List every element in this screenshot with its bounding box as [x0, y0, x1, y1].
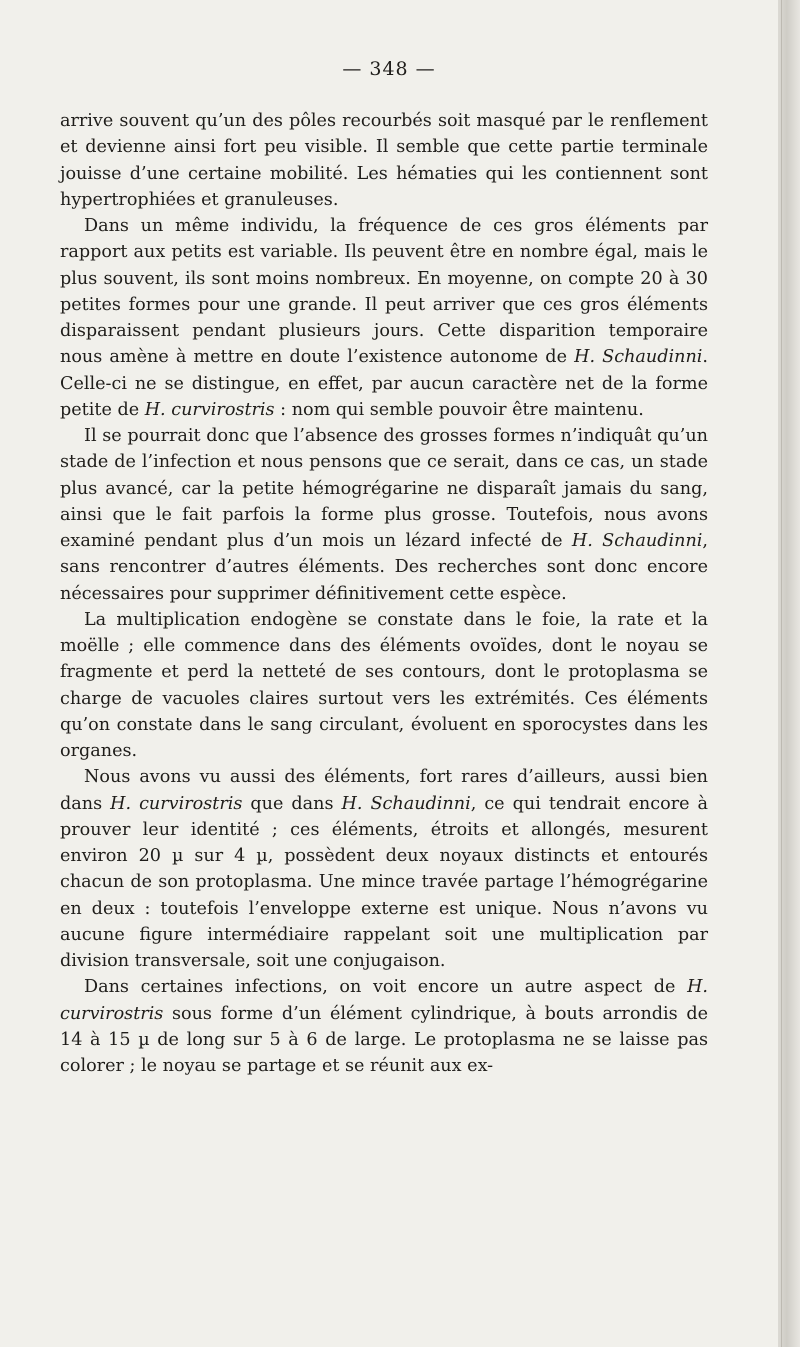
paragraph: arrive souvent qu’un des pôles recourbés soit masqué par le renflement et devienne ainsi fort peu visible. Il semble que cette partie terminale jouisse d’une certaine mobilité. Les hématies qui les contiennent sont hypertrophiées et granuleuses.: [60, 111, 708, 210]
paragraph: Nous avons vu aussi des éléments, fort rares d’ailleurs, aussi bien dans H. curvirostris que dans H. Schaudinni, ce qui tendrait encore à prouver leur identité ; ces éléments, étroits et allongés, mesurent environ 20 µ sur 4 µ, possèdent deux noyaux distincts et entourés chacun de son protoplasma. Une mince travée partage l’hémogrégarine en deux : toutefois l’enveloppe externe est unique. Nous n’avons vu aucune figure intermédiaire rappelant soit une multiplication par division transversale, soit une conjugaison.: [60, 767, 709, 971]
page-number: — 348 —: [342, 58, 436, 80]
page-edge-line: [781, 0, 782, 1347]
paragraph: Dans certaines infections, on voit encore un autre aspect de H. curvirostris sous forme d’un élément cylindrique, à bouts arrondis de 14 à 15 µ de long sur 5 à 6 de large. Le protoplasma ne se laisse pas colorer ; le noyau se partage et se réunit aux ex-: [60, 977, 708, 1076]
body-text: [60, 108, 708, 1079]
paragraph: Il se pourrait donc que l’absence des grosses formes n’indiquât qu’un stade de l’infection et nous pensons que ce serait, dans ce cas, un stade plus avancé, car la petite hémogrégarine ne disparaît jamais du sang, ainsi que le fait parfois la forme plus grosse. Toutefois, nous avons examiné pendant plus d’un mois un lézard infecté de H. Schaudinni, sans rencontrer d’autres éléments. Des recherches sont donc encore nécessaires pour supprimer définitivement cette espèce.: [60, 426, 709, 604]
paragraph: Dans un même individu, la fréquence de ces gros éléments par rapport aux petits est variable. Ils peuvent être en nombre égal, mais le plus souvent, ils sont moins nombreux. En moyenne, on compte 20 à 30 petites formes pour une grande. Il peut arriver que ces gros éléments disparaissent pendant plusieurs jours. Cette disparition temporaire nous amène à mettre en doute l’existence autonome de H. Schaudinni. Celle-ci ne se distingue, en effet, par aucun caractère net de la forme petite de H. curvirostris : nom qui semble pouvoir être maintenu.: [60, 216, 708, 420]
paragraph: La multiplication endogène se constate dans le foie, la rate et la moëlle ; elle commence dans des éléments ovoïdes, dont le noyau se fragmente et perd la netteté de ses contours, dont le protoplasma se charge de vacuoles claires surtout vers les extrémités. Ces éléments qu’on constate dans le sang circulant, évoluent en sporocystes dans les organes.: [60, 609, 708, 761]
